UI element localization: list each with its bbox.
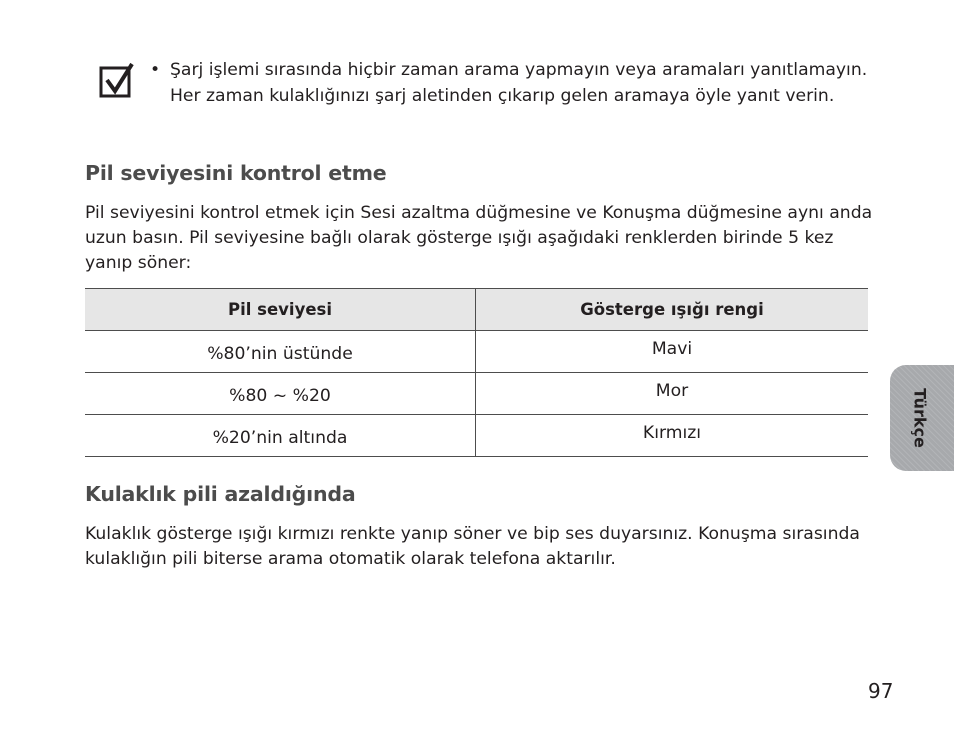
color-cell: Mavi: [476, 331, 869, 373]
low-battery-heading: Kulaklık pili azaldığında: [85, 482, 356, 506]
language-tab-label: Türkçe: [910, 388, 930, 448]
table-row: [85, 331, 868, 373]
color-cell: Mor: [476, 373, 869, 415]
note-text: Şarj işlemi sırasında hiçbir zaman arama yapmayın veya aramaları yanıtlamayın. Her zaman kulaklığınızı şarj aletinden çıkarıp gelen aramaya öyle yanıt verin.: [170, 60, 868, 106]
note-bullet: •: [150, 60, 161, 80]
battery-check-heading: Pil seviyesini kontrol etme: [85, 161, 387, 185]
table-row: [85, 373, 868, 415]
color-cell: Kırmızı: [476, 415, 869, 457]
table-header-row: [85, 289, 868, 331]
low-battery-paragraph: Kulaklık gösterge ışığı kırmızı renkte yanıp söner ve bip ses duyarsınız. Konuşma sırasında kulaklığın pili biterse arama otomatik olarak telefona aktarılır.: [85, 524, 860, 569]
level-cell: %20’nin altında: [85, 415, 476, 457]
level-cell: %80 ~ %20: [85, 373, 476, 415]
page-number: 97: [868, 679, 894, 703]
level-cell: %80’nin üstünde: [85, 331, 476, 373]
battery-level-table: [85, 288, 868, 457]
header-battery-level: Pil seviyesi: [85, 289, 476, 331]
table-row: [85, 415, 868, 457]
battery-check-paragraph: Pil seviyesini kontrol etmek için Sesi azaltma düğmesine ve Konuşma düğmesine aynı anda uzun basın. Pil seviyesine bağlı olarak gösterge ışığı aşağıdaki renklerden birinde 5 kez yanıp söner:: [85, 203, 873, 273]
header-indicator-color: Gösterge ışığı rengi: [476, 289, 869, 331]
checkbox-check-icon: [99, 62, 135, 100]
charging-note: [150, 58, 870, 109]
